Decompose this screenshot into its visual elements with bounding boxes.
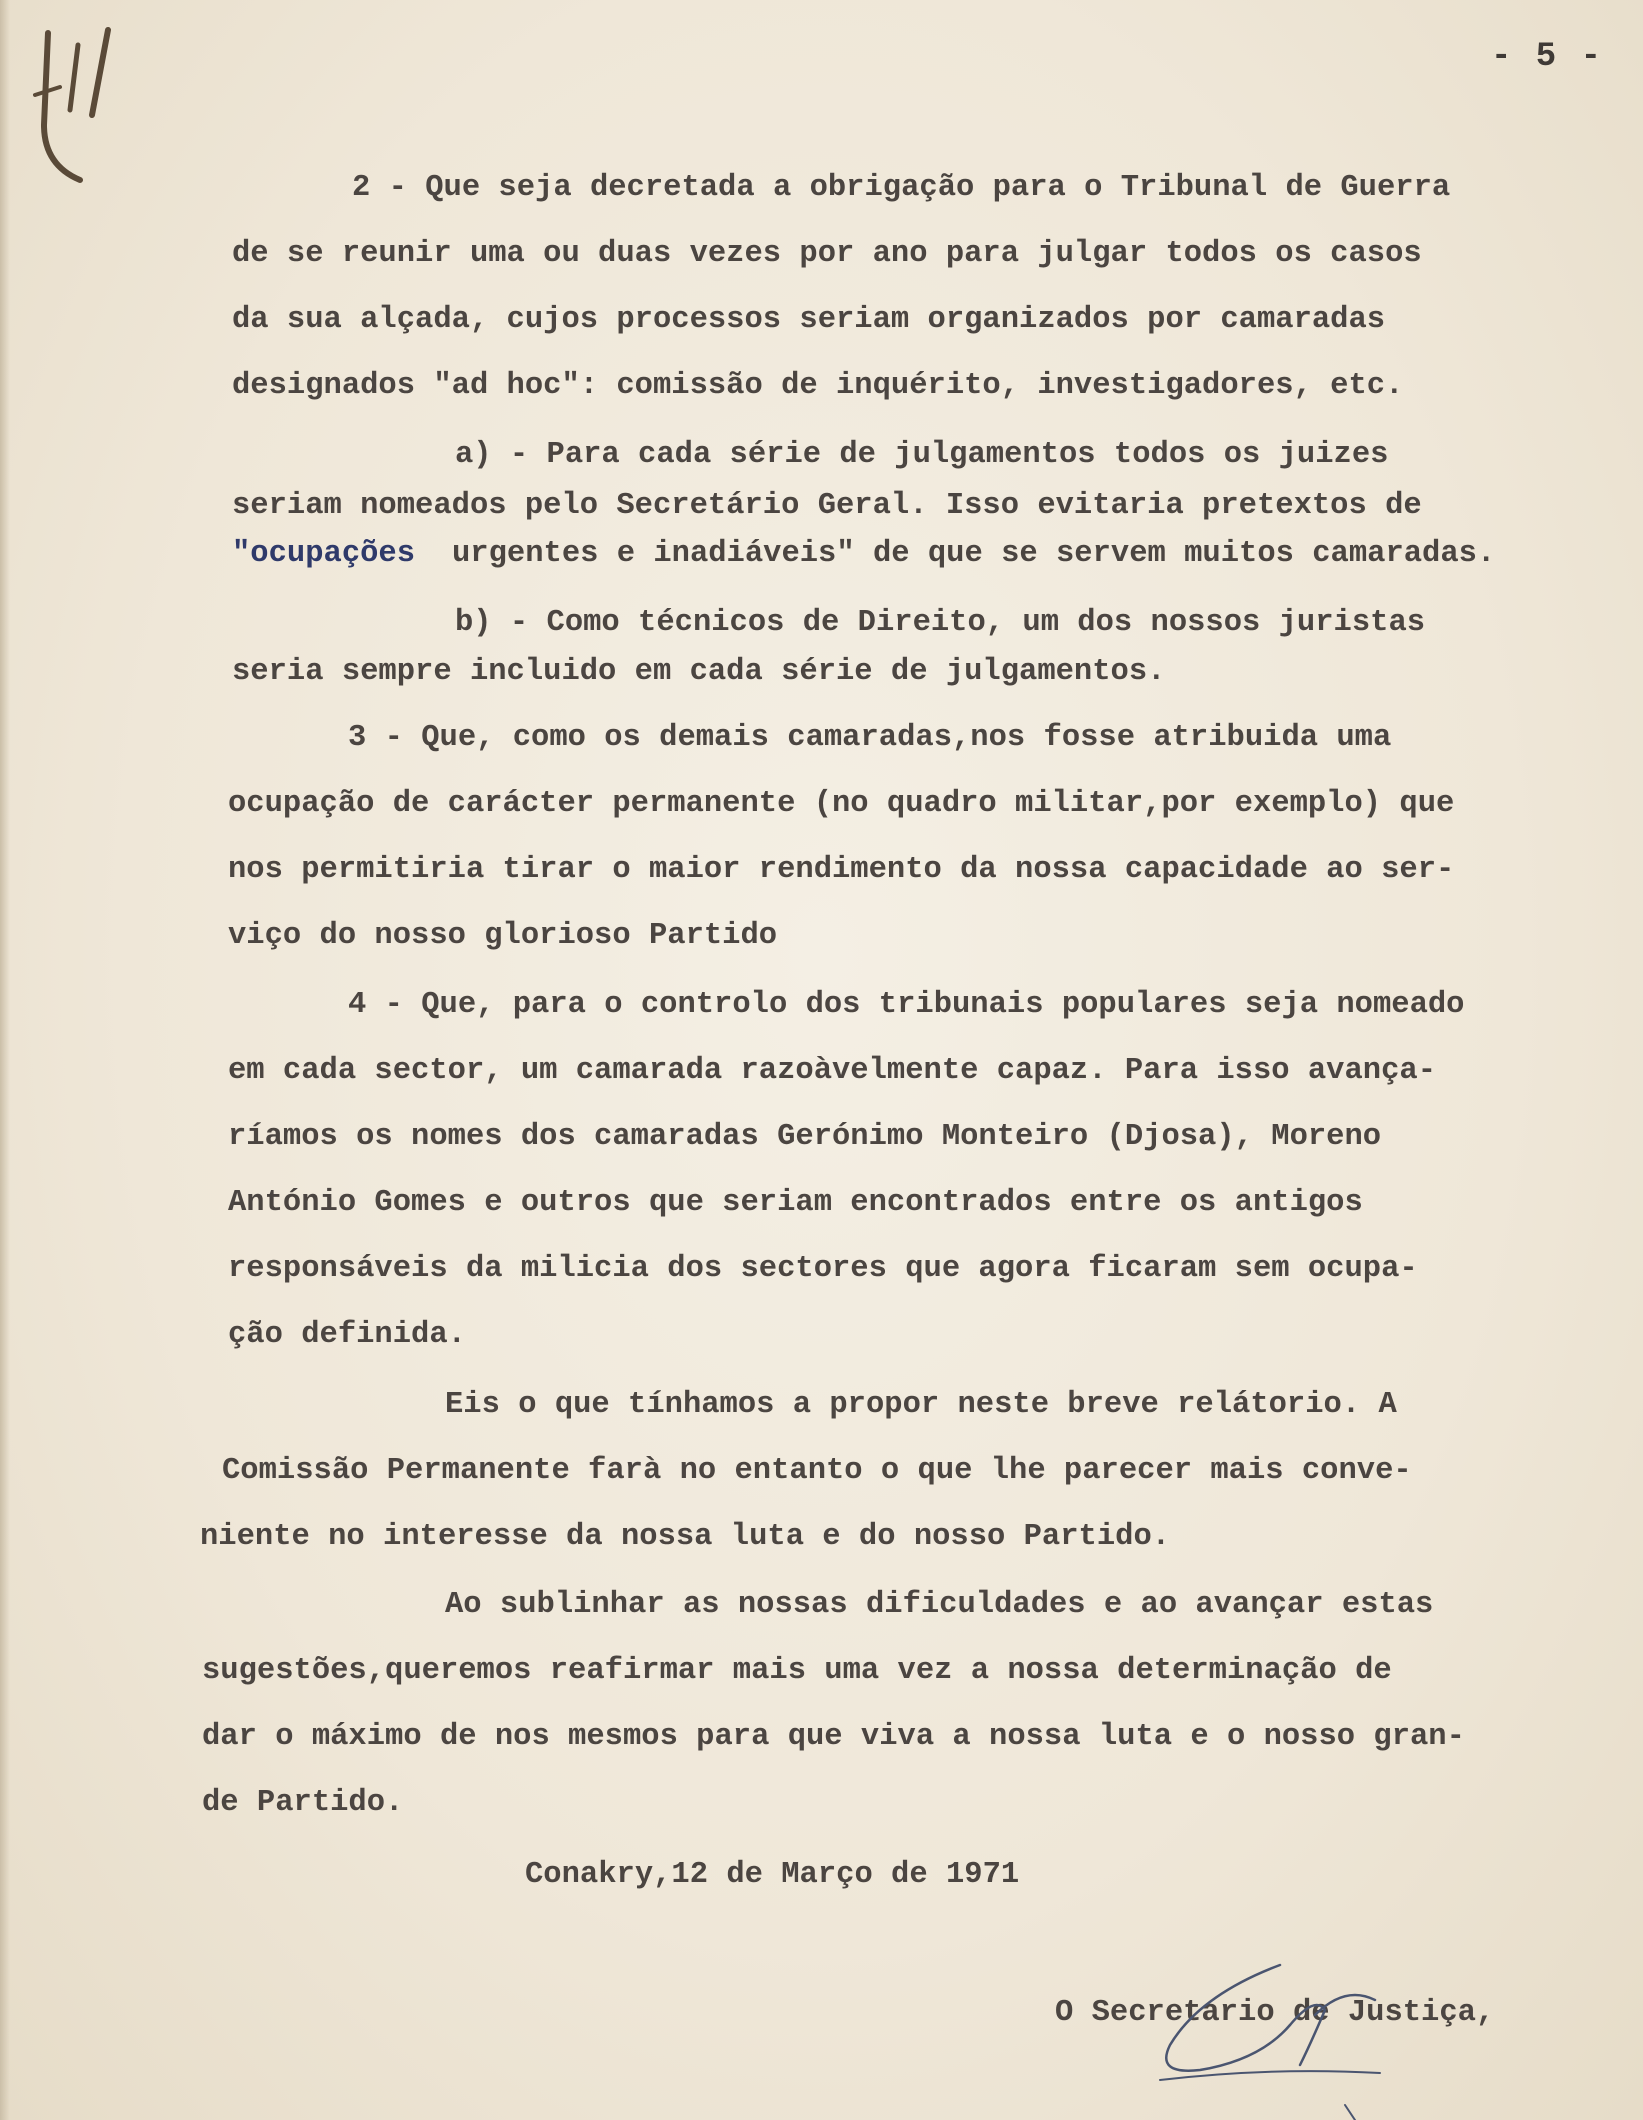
text-line: de Partido. (202, 1786, 404, 1820)
text-line: b) - Como técnicos de Direito, um dos nossos juristas (455, 606, 1426, 640)
text-line: viço do nosso glorioso Partido (228, 919, 778, 953)
text-line: da sua alçada, cujos processos seriam organizados por camaradas (232, 303, 1386, 337)
emphasis-word: "ocupações (232, 537, 416, 571)
text-line: António Gomes e outros que seriam encontrados entre os antigos (228, 1186, 1363, 1220)
text-line: seria sempre incluido em cada série de julgamentos. (232, 655, 1166, 689)
text-line: em cada sector, um camarada razoàvelmente capaz. Para isso avança- (228, 1054, 1436, 1088)
text-line: Comissão Permanente farà no entanto o que lhe parecer mais conve- (222, 1454, 1412, 1488)
text-line: ríamos os nomes dos camaradas Gerónimo Monteiro (Djosa), Moreno (228, 1120, 1382, 1154)
page-number: - 5 - (1490, 38, 1603, 76)
text-line: 3 - Que, como os demais camaradas,nos fosse atribuida uma (348, 721, 1392, 755)
text-line: Ao sublinhar as nossas dificuldades e ao avançar estas (445, 1588, 1434, 1622)
text-line: de se reunir uma ou duas vezes por ano para julgar todos os casos (232, 237, 1422, 271)
text-line: designados "ad hoc": comissão de inquérito, investigadores, etc. (232, 369, 1404, 403)
text-line: responsáveis da milicia dos sectores que agora ficaram sem ocupa- (228, 1252, 1418, 1286)
handwritten-signature (1140, 1955, 1390, 2120)
text-line: sugestões,queremos reafirmar mais uma vez a nossa determinação de (202, 1654, 1392, 1688)
text-line: ocupação de carácter permanente (no quadro militar,por exemplo) que (228, 787, 1455, 821)
text-line: urgentes e inadiáveis" de que se servem muitos camaradas. (452, 537, 1496, 571)
date-line: Conakry,12 de Março de 1971 (525, 1858, 1020, 1892)
signature-title: O Secretario de Justiça, (1055, 1996, 1495, 2030)
text-line: Eis o que tínhamos a propor neste breve relátorio. A (445, 1388, 1397, 1422)
text-line: ção definida. (228, 1318, 466, 1352)
text-line: dar o máximo de nos mesmos para que viva a nossa luta e o nosso gran- (202, 1720, 1465, 1754)
text-line: seriam nomeados pelo Secretário Geral. Isso evitaria pretextos de (232, 489, 1422, 523)
text-line: 2 - Que seja decretada a obrigação para o Tribunal de Guerra (352, 171, 1451, 205)
text-line: a) - Para cada série de julgamentos todos os juizes (455, 438, 1389, 472)
text-line: 4 - Que, para o controlo dos tribunais populares seja nomeado (348, 988, 1465, 1022)
text-line: niente no interesse da nossa luta e do nosso Partido. (200, 1520, 1171, 1554)
text-line: nos permitiria tirar o maior rendimento da nossa capacidade ao ser- (228, 853, 1455, 887)
